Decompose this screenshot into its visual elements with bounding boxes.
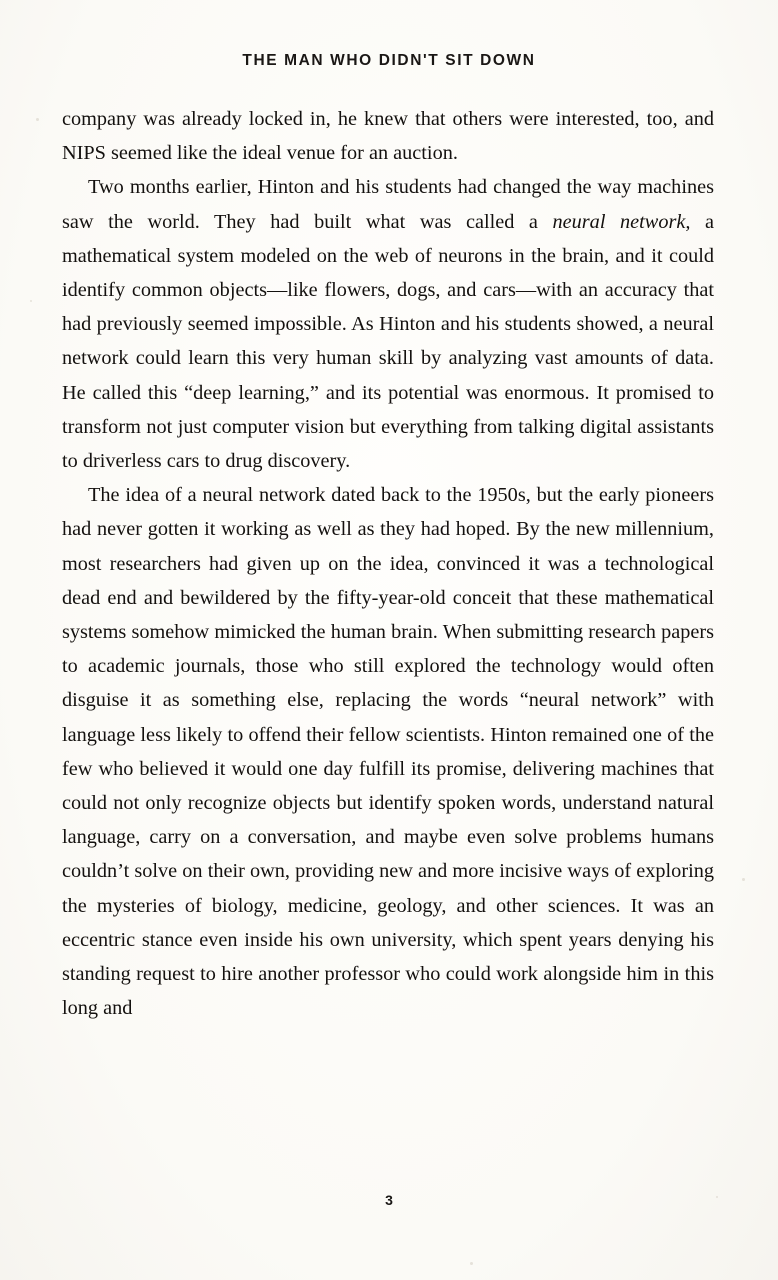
paper-speck (742, 878, 745, 881)
body-text (62, 102, 714, 1025)
paper-speck (36, 118, 39, 121)
paragraph-3: The idea of a neural network dated back to the 1950s, but the early pioneers had never gotten it working as well as they had hoped. By the new millennium, most researchers had given up on the idea, convinced it was a technological dead end and bewildered by the fifty-year-old conceit that these mathematical systems somehow mimicked the human brain. When submitting research papers to academic journals, those who still explored the technology would often disguise it as something else, replacing the words “neural network” with language less likely to offend their fellow scientists. Hinton remained one of the few who believed it would one day fulfill its promise, delivering machines that could not only recognize objects but identify spoken words, understand natural language, carry on a conversation, and maybe even solve problems humans couldn’t solve on their own, providing new and more incisive ways of exploring the mysteries of biology, medicine, geology, and other sciences. It was an eccentric stance even inside his own university, which spent years denying his standing request to hire another professor who could work alongside him in this long and (62, 484, 714, 1020)
paragraph-2-italic-term: neural network, (552, 210, 691, 233)
paragraph-2-part-3: a mathematical system modeled on the web of neurons in the brain, and it could identify common objects—like flowers, dogs, and cars—with an accuracy that had previously seemed impossible. As Hinton and his students showed, a neural network could learn this very human skill by analyzing vast amounts of data. He called this “deep learning,” and its potential was enormous. It promised to transform not just computer vision but everything from talking digital assistants to driverless cars to drug discovery. (62, 210, 715, 473)
paper-speck (30, 300, 32, 302)
paragraph-2-part-1: Two months earlier, Hinton and his students had changed the way machines saw the world. They had built what was called a (62, 176, 714, 233)
running-head: THE MAN WHO DIDN'T SIT DOWN (242, 52, 536, 69)
paragraph-1: company was already locked in, he knew that others were interested, too, and NIPS seemed like the ideal venue for an auction. (62, 108, 714, 165)
paper-speck (470, 1262, 473, 1265)
page-number: 3 (385, 1192, 393, 1208)
paragraph-2 (62, 170, 714, 478)
